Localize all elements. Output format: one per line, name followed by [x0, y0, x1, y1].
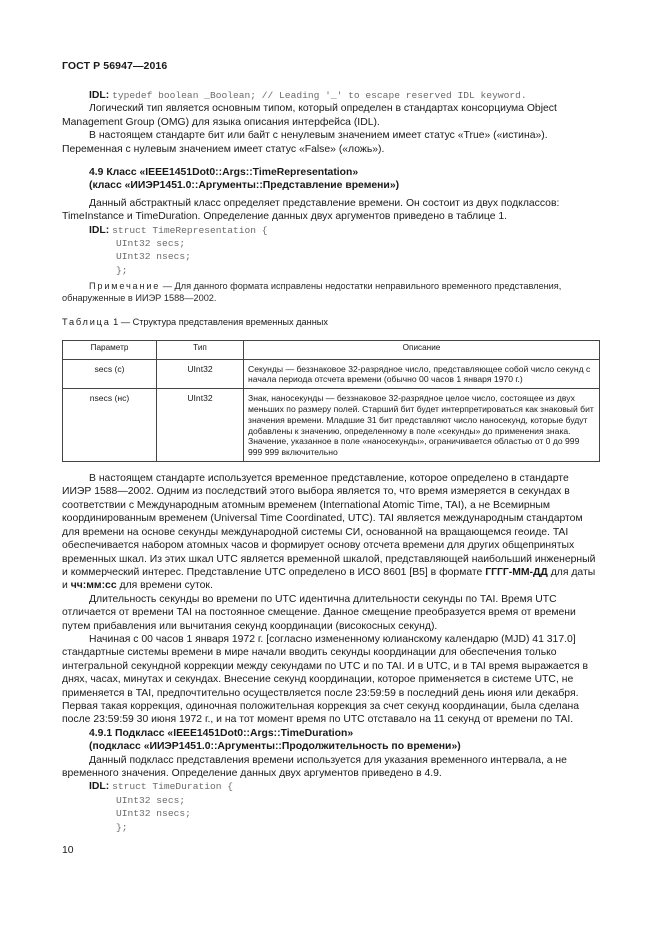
paragraph: Длительность секунды во времени по UTC идентична длительности секунды по TAI. Время UTC отличается от времени TAI на постоянное смещение. Данное смещение преобразуется время от времени путем прибавления или вычитания секунд координации (високосных секунд).	[62, 593, 576, 632]
paragraph: В настоящем стандарте используется временное представление, которое определено в стандарте ИИЭР 1588—2002. Одним из последствий этого выбора является то, что время измеряется в секундах в соответствии с Международным атомным временем (International Atomic Time, TAI), а не Всемирным координированным временем (Universal Time Coordinated, UTC). TAI является международным стандартом для времени на основе секунды международной системы СИ, основанной на вращающемся геоиде. TAI обеспечивается набором атомных часов и формирует основу отсчета времени для других общепринятых временных шкал. Из этих шкал UTC является временной шкалой, представляющей наибольший инженерный и коммерческий интерес. Представление UTC определено в ИСО 8601 [B5] в формате ГГГГ-ММ-ДД для даты и чч:мм:сс для времени суток.	[62, 473, 596, 592]
code-line: };	[116, 821, 128, 833]
table-row	[63, 359, 600, 389]
paragraph: Начиная с 00 часов 1 января 1972 г. [согласно измененному юлианскому календарю (MJD) 41 317.0] стандартные системы времени в мире начали вводить секунды координации для обеспечения только интегральной секундной коррекции между секундами по UTC и по TAI. И в UTC, и в TAI время выражается в днях, часах, минутах и секундах. Внесение секунд координации, которое применяется в системе UTC, не применяется в TAI, предпочтительно осуществляется после 23:59:59 в последний день июня или декабря. Первая такая коррекция, одиночная положительная коррекция за счет секунд координации, была сделана после 23:59:59 30 июня 1972 г., и на тот момент время по UTC отставало на 11 секунд от времени по TAI.	[62, 633, 589, 726]
idl-code: typedef boolean _Boolean; // Leading '_' to escape reserved IDL keyword.	[112, 90, 527, 101]
note	[62, 280, 600, 304]
section-subtitle: (класс «ИИЭР1451.0::Аргументы::Представление времени»)	[89, 180, 400, 192]
paragraph: Данный подкласс представления времени используется для указания временного интервала, а не временного значения. Определение данных двух аргументов приведено в 4.9.	[62, 754, 567, 779]
code-line: UInt32 nsecs;	[116, 251, 191, 263]
code-line: struct TimeRepresentation {	[112, 224, 268, 236]
section-subtitle: (подкласс «ИИЭР1451.0::Аргументы::Продолжительность по времени»)	[89, 741, 461, 753]
paragraph: Данный абстрактный класс определяет представление времени. Он состоит из двух подклассов: TimeInstance и TimeDuration. Определение данных двух аргументов приведено в таблице 1.	[62, 197, 560, 223]
page-number: 10	[62, 845, 74, 856]
note-text: — Для данного формата исправлены недостатки неправильного временного представления, обнаруженные в ИИЭР 1588—2002.	[62, 281, 562, 304]
code-line: UInt32 secs;	[116, 238, 186, 250]
table-cell: secs (с)	[63, 359, 157, 389]
table-header-row	[63, 340, 600, 359]
paragraph: В настоящем стандарте бит или байт с ненулевым значением имеет статус «True» («истина»). Переменная с нулевым значением имеет статус «False» («ложь»).	[62, 130, 548, 155]
section-title: 4.9.1 Подкласс «IEEE1451Dot0::Args::TimeDuration»	[89, 727, 354, 739]
idl-typedef	[62, 89, 600, 102]
code-line: };	[116, 264, 128, 276]
column-header: Описание	[244, 340, 600, 359]
idl-struct-line	[62, 224, 600, 237]
column-header: Параметр	[63, 340, 157, 359]
code-line: UInt32 nsecs;	[116, 808, 191, 820]
section-title: 4.9 Класс «IEEE1451Dot0::Args::TimeRepresentation»	[89, 167, 359, 179]
section-4-9-1	[62, 727, 600, 834]
idl-label: IDL:	[89, 90, 110, 101]
idl-struct-line	[62, 780, 600, 793]
data-table	[62, 340, 600, 462]
idl-label: IDL:	[89, 781, 110, 793]
table-cell: UInt32	[157, 389, 244, 462]
table-row	[63, 389, 600, 462]
table-cell: Секунды — беззнаковое 32-разрядное число, представляющее собой число секунд с начала периода отсчета времени (обычно 00 часов 1 января 1970 г.)	[244, 359, 600, 389]
column-header: Тип	[157, 340, 244, 359]
table-cell: nsecs (нс)	[63, 389, 157, 462]
section-4-9	[62, 166, 600, 304]
page-content	[62, 89, 600, 834]
table-caption: Таблица 1 — Структура представления временных данных	[62, 317, 328, 328]
table-cell: Знак, наносекунды — беззнаковое 32-разрядное целое число, состоящее из двух меньших по размеру полей. Старший бит будет интерпретироваться как знаковый бит значения времени. Младшие 31 бит представляют число наносекунд, которые будут добавлены к значению, определенному в поле «секунды» до применения знака. Значение, указанное в поле «наносекунды», ограничивается областью от 0 до 999 999 999 включительно	[244, 389, 600, 462]
document-header: ГОСТ Р 56947—2016	[62, 60, 168, 72]
table-cell: UInt32	[157, 359, 244, 389]
paragraph: Логический тип является основным типом, который определен в стандартах консорциума Object Management Group (OMG) для языка описания интерфейса (IDL).	[62, 103, 557, 128]
idl-label: IDL:	[89, 224, 110, 236]
note-label: Примечание	[89, 281, 161, 292]
code-line: struct TimeDuration {	[112, 781, 233, 793]
code-line: UInt32 secs;	[116, 794, 186, 806]
